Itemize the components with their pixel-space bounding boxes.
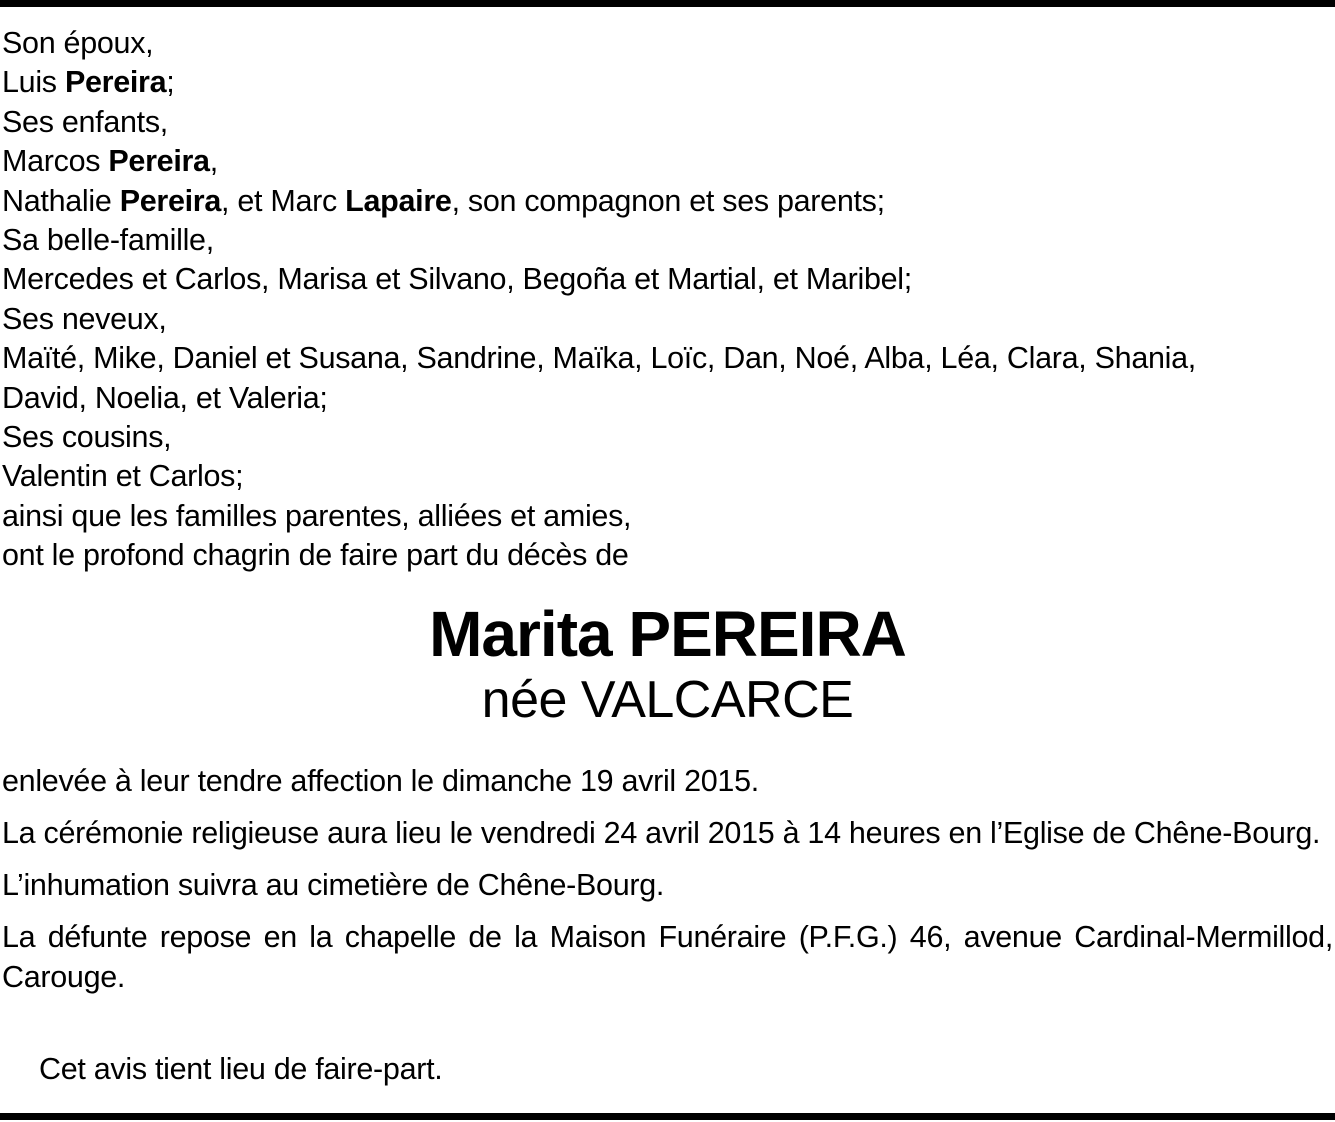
family-line — [2, 142, 1333, 181]
family-line-text: Valentin et Carlos; — [2, 459, 244, 494]
family-line-text: , son compagnon et ses parents; — [451, 183, 885, 218]
family-line-text: Ses enfants, — [2, 104, 168, 139]
family-line-text: Son époux, — [2, 26, 154, 60]
family-surname: Lapaire — [345, 183, 452, 218]
family-line-text: Marcos — [2, 144, 109, 179]
family-surname: Pereira — [64, 65, 167, 100]
family-surname: Pereira — [108, 144, 210, 179]
family-line — [2, 221, 1333, 260]
family-line-text: Maïté, Mike, Daniel et Susana, Sandrine, Maïka, Loïc, Dan, Noé, Alba, Léa, Clara, Shania, — [2, 341, 1196, 376]
notice-details — [2, 761, 1333, 1009]
family-line — [2, 497, 1333, 536]
family-line — [2, 300, 1333, 339]
family-line — [2, 379, 1333, 418]
family-line-text: ainsi que les familles parentes, alliées et amies, — [2, 498, 632, 533]
family-line-text: David, Noelia, et Valeria; — [2, 380, 328, 415]
family-line-text: ont le profond chagrin de faire part du décès de — [2, 538, 629, 573]
deceased-name-block — [0, 596, 1335, 730]
burial-paragraph: L’inhumation suivra au cimetière de Chêne-Bourg. — [2, 868, 665, 902]
family-line — [2, 260, 1333, 299]
closing-line: Cet avis tient lieu de faire-part. — [39, 1052, 443, 1086]
deceased-name: Marita PEREIRA — [429, 598, 906, 670]
family-line-text: Nathalie — [2, 183, 120, 218]
family-line — [2, 103, 1333, 142]
family-line — [2, 339, 1333, 378]
family-line — [2, 182, 1333, 221]
family-list — [2, 24, 1333, 575]
family-line-text: ; — [166, 65, 175, 100]
family-line — [2, 418, 1333, 457]
family-line — [2, 536, 1333, 575]
family-line-text: Ses cousins, — [2, 419, 172, 454]
repose-paragraph: La défunte repose en la chapelle de la Maison Funéraire (P.F.G.) 46, avenue Cardinal-Mermillod, Carouge. — [2, 920, 1333, 994]
family-line-text: Ses neveux, — [2, 301, 167, 336]
top-rule — [0, 0, 1335, 7]
family-line-text: Sa belle-famille, — [2, 222, 214, 257]
family-line — [2, 63, 1333, 102]
family-line-text: Luis — [2, 65, 65, 100]
death-date-paragraph: enlevée à leur tendre affection le dimanche 19 avril 2015. — [2, 764, 759, 798]
family-line-text: , — [209, 144, 218, 179]
family-line-text: Mercedes et Carlos, Marisa et Silvano, Begoña et Martial, et Maribel; — [2, 262, 912, 297]
maiden-name: née VALCARCE — [481, 671, 854, 729]
bottom-rule — [0, 1113, 1335, 1120]
family-line — [2, 24, 1333, 63]
family-surname: Pereira — [119, 183, 222, 218]
family-line-text: , et Marc — [221, 183, 346, 218]
ceremony-paragraph: La cérémonie religieuse aura lieu le vendredi 24 avril 2015 à 14 heures en l’Eglise de Chêne-Bourg. — [2, 816, 1321, 850]
family-line — [2, 457, 1333, 496]
